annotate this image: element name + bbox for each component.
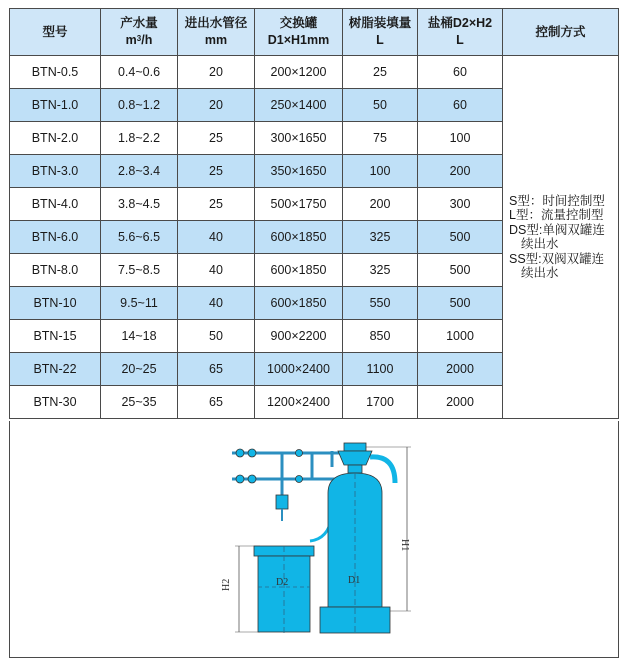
cell-tank: 600×1850 [255, 287, 343, 320]
cell-tank: 600×1850 [255, 254, 343, 287]
cell-flow: 1.8~2.2 [101, 122, 178, 155]
cell-resin: 325 [343, 254, 418, 287]
exchange-tank [320, 443, 390, 633]
cell-brine: 500 [418, 287, 503, 320]
cell-model: BTN-8.0 [10, 254, 101, 287]
cell-resin: 850 [343, 320, 418, 353]
cell-flow: 14~18 [101, 320, 178, 353]
cell-model: BTN-10 [10, 287, 101, 320]
cell-resin: 25 [343, 56, 418, 89]
cell-resin: 325 [343, 221, 418, 254]
h2-label: H2 [221, 578, 232, 591]
cell-brine: 100 [418, 122, 503, 155]
cell-resin: 1100 [343, 353, 418, 386]
cell-model: BTN-1.0 [10, 89, 101, 122]
cell-pipe: 40 [178, 254, 255, 287]
header-pipe: 进出水管径 mm [178, 9, 255, 56]
header-resin: 树脂装填量 L [343, 9, 418, 56]
cell-tank: 1000×2400 [255, 353, 343, 386]
cell-flow: 7.5~8.5 [101, 254, 178, 287]
control-mode-line: 续出水 [521, 237, 559, 251]
cell-brine: 2000 [418, 386, 503, 419]
header-brine: 盐桶D2×H2 L [418, 9, 503, 56]
table-row [10, 56, 619, 89]
cell-flow: 5.6~6.5 [101, 221, 178, 254]
d1-label: D1 [348, 575, 361, 586]
cell-tank: 1200×2400 [255, 386, 343, 419]
cell-brine: 500 [418, 254, 503, 287]
cell-flow: 9.5~11 [101, 287, 178, 320]
cell-resin: 100 [343, 155, 418, 188]
cell-pipe: 25 [178, 122, 255, 155]
cell-tank: 300×1650 [255, 122, 343, 155]
control-mode-line: L型：流量控制型 [509, 208, 604, 222]
brine-tank [254, 546, 314, 636]
cell-model: BTN-2.0 [10, 122, 101, 155]
cell-pipe: 25 [178, 155, 255, 188]
valve-body [276, 495, 288, 509]
cell-flow: 0.4~0.6 [101, 56, 178, 89]
control-mode-line: SS型:双阀双罐连 [509, 251, 605, 266]
cell-resin: 550 [343, 287, 418, 320]
cell-model: BTN-4.0 [10, 188, 101, 221]
cell-resin: 1700 [343, 386, 418, 419]
cell-pipe: 20 [178, 89, 255, 122]
cell-flow: 0.8~1.2 [101, 89, 178, 122]
cell-pipe: 40 [178, 287, 255, 320]
cell-model: BTN-0.5 [10, 56, 101, 89]
cell-pipe: 65 [178, 386, 255, 419]
cell-model: BTN-15 [10, 320, 101, 353]
cell-pipe: 25 [178, 188, 255, 221]
cell-brine: 60 [418, 56, 503, 89]
cell-brine: 300 [418, 188, 503, 221]
cell-flow: 25~35 [101, 386, 178, 419]
cell-brine: 500 [418, 221, 503, 254]
cell-flow: 3.8~4.5 [101, 188, 178, 221]
cell-model: BTN-3.0 [10, 155, 101, 188]
cell-tank: 350×1650 [255, 155, 343, 188]
diagram-panel [9, 421, 619, 658]
cell-tank: 250×1400 [255, 89, 343, 122]
cell-tank: 900×2200 [255, 320, 343, 353]
table-header-row [10, 9, 619, 56]
cell-tank: 500×1750 [255, 188, 343, 221]
control-mode-line: S型：时间控制型 [509, 193, 605, 208]
cell-resin: 50 [343, 89, 418, 122]
cell-pipe: 40 [178, 221, 255, 254]
d2-label: D2 [276, 577, 289, 588]
cell-flow: 2.8~3.4 [101, 155, 178, 188]
header-flow: 产水量 $m^3/h$ [101, 9, 178, 56]
control-mode-line: DS型:单阀双罐连 [509, 222, 605, 237]
cell-pipe: 20 [178, 56, 255, 89]
cell-brine: 200 [418, 155, 503, 188]
cell-flow: 20~25 [101, 353, 178, 386]
cell-brine: 1000 [418, 320, 503, 353]
h1-label: H1 [399, 539, 410, 552]
cell-pipe: 50 [178, 320, 255, 353]
spec-table [9, 8, 619, 419]
softener-diagram [10, 421, 618, 657]
header-control: 控制方式 [503, 9, 619, 56]
header-model: 型号 [10, 9, 101, 56]
control-modes-cell [503, 56, 619, 419]
cell-resin: 200 [343, 188, 418, 221]
cell-model: BTN-6.0 [10, 221, 101, 254]
header-tank: 交换罐 D1×H1mm [255, 9, 343, 56]
cell-model: BTN-22 [10, 353, 101, 386]
cell-pipe: 65 [178, 353, 255, 386]
cell-tank: 200×1200 [255, 56, 343, 89]
cell-tank: 600×1850 [255, 221, 343, 254]
cell-brine: 60 [418, 89, 503, 122]
cell-resin: 75 [343, 122, 418, 155]
cell-brine: 2000 [418, 353, 503, 386]
control-mode-line: 续出水 [521, 266, 559, 280]
cell-model: BTN-30 [10, 386, 101, 419]
